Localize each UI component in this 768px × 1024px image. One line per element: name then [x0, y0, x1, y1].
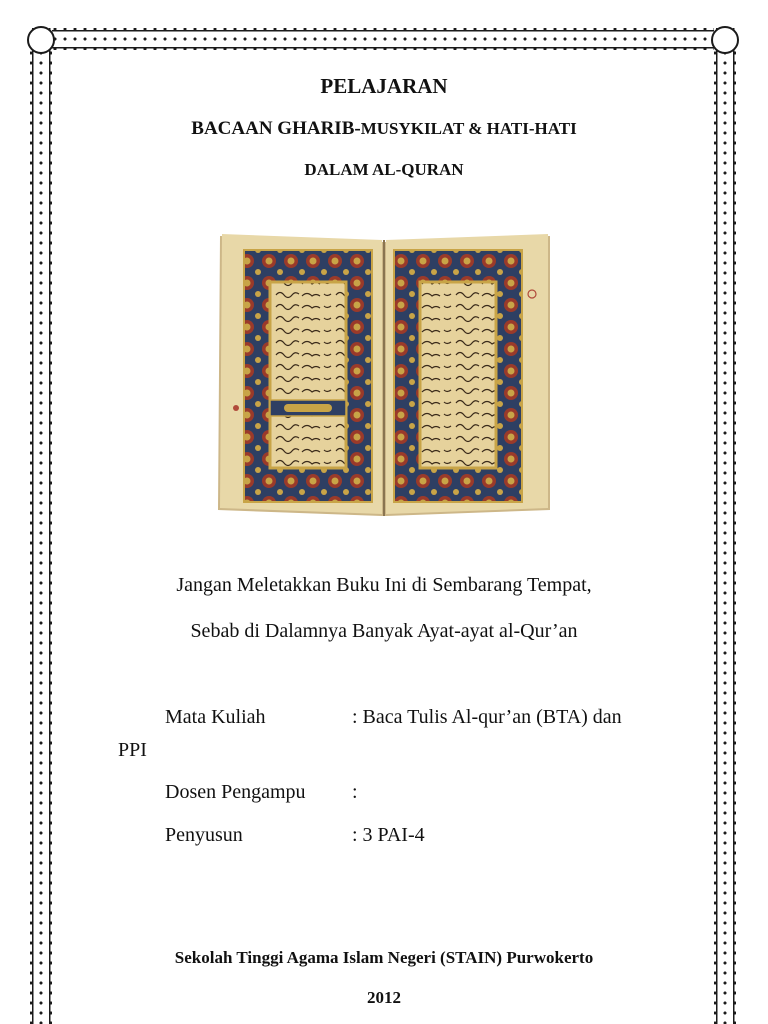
author-value: : 3 PAI-4 [352, 824, 425, 846]
quran-book-illustration [214, 228, 554, 520]
open-book-icon [214, 228, 554, 520]
border-corner-ornament [27, 26, 55, 54]
subtitle-main: BACAAN GHARIB- [191, 118, 361, 139]
subtitle-small: MUSYKILAT & HATI-HATI [360, 119, 577, 138]
author-label: Penyusun [165, 824, 243, 846]
lecturer-value: : [352, 781, 358, 803]
publication-year: 2012 [367, 988, 401, 1007]
page-title: PELAJARAN [320, 74, 448, 98]
lecturer-label: Dosen Pengampu [165, 781, 306, 803]
border-corner-ornament [711, 26, 739, 54]
page-subtitle-line2: DALAM AL-QURAN [304, 160, 464, 179]
warning-text-line2: Sebab di Dalamnya Banyak Ayat-ayat al-Qur’an [190, 620, 578, 642]
warning-text-line1: Jangan Meletakkan Buku Ini di Sembarang Tempat, [176, 574, 592, 596]
institution-name: Sekolah Tinggi Agama Islam Negeri (STAIN) Purwokerto [174, 948, 594, 967]
ornamental-border-top [30, 28, 736, 50]
course-value-continued: PPI [118, 739, 147, 761]
course-label: Mata Kuliah [165, 706, 266, 728]
page-subtitle [0, 118, 768, 140]
course-value: : Baca Tulis Al-qur’an (BTA) dan [352, 706, 622, 728]
